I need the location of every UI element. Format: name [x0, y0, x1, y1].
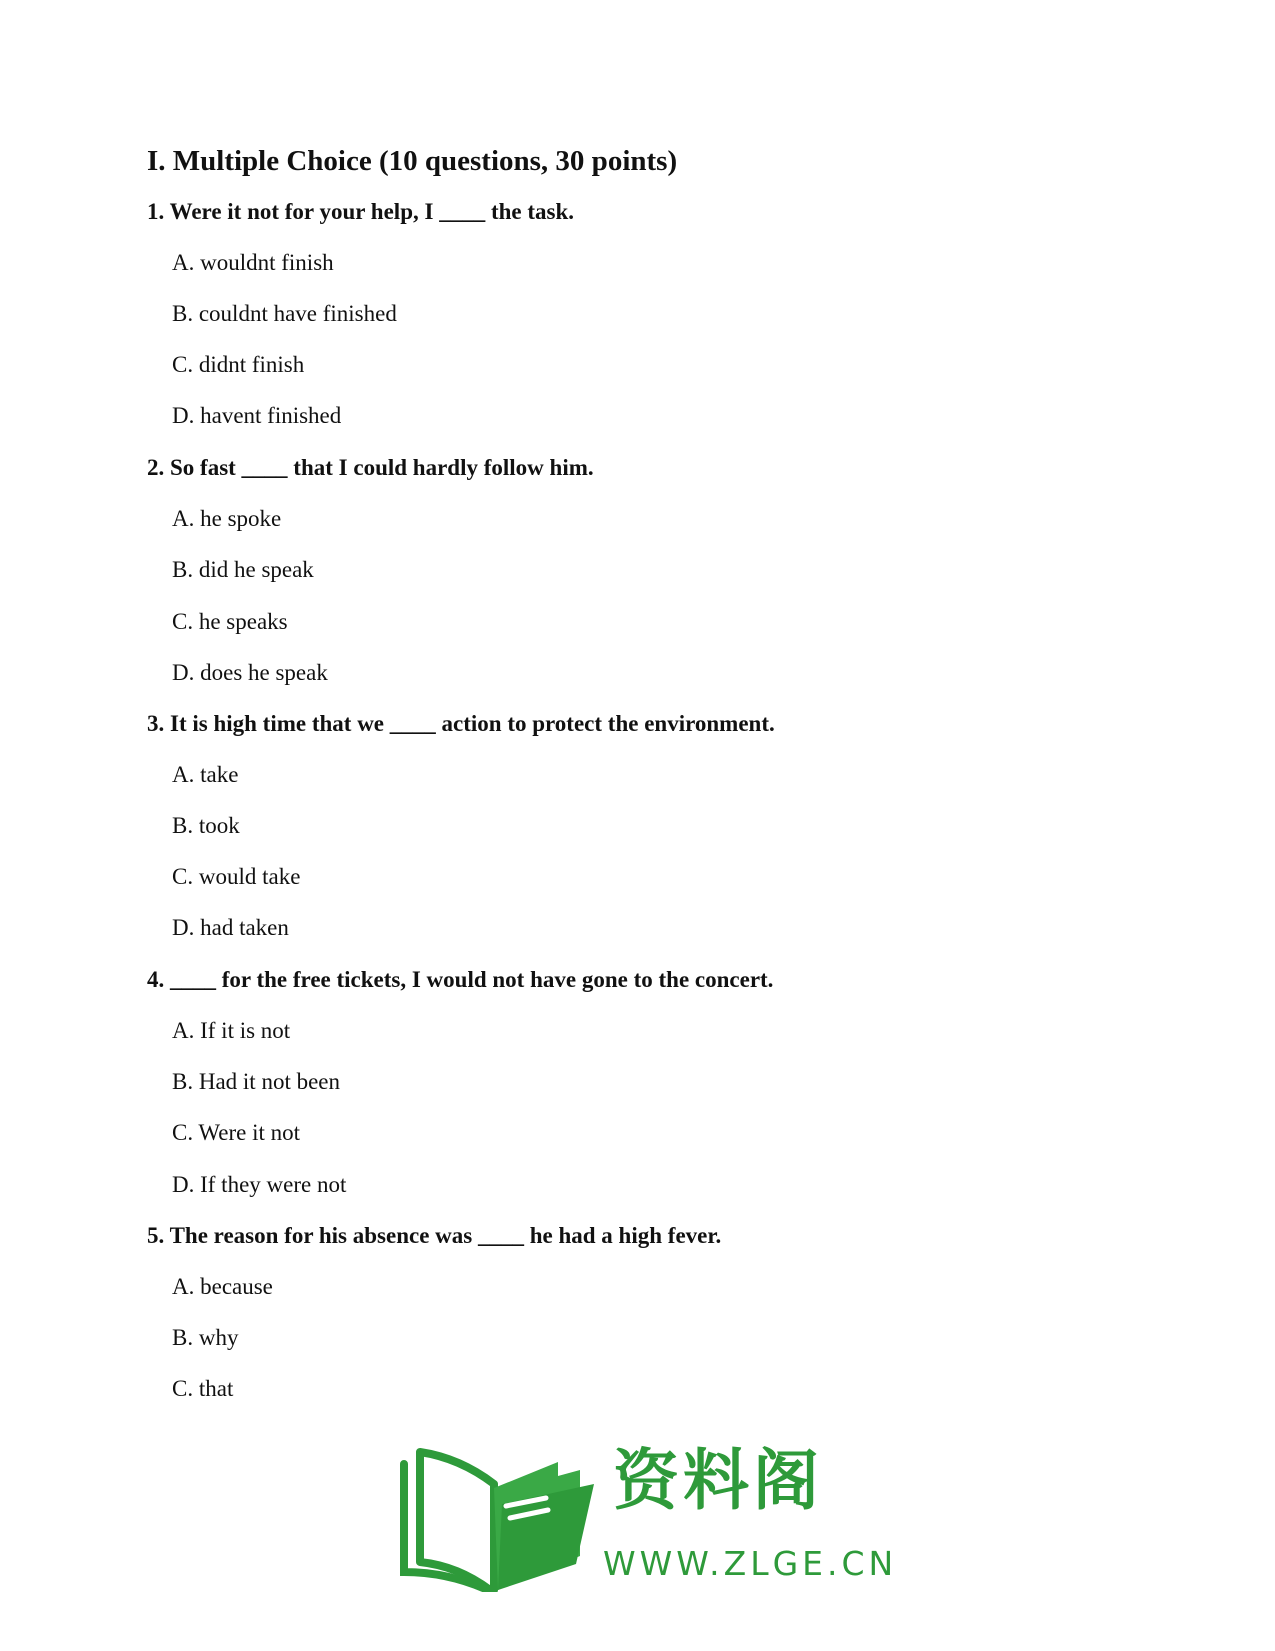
question-5-option-b: B. why [172, 1325, 239, 1350]
question-3-option-b: B. took [172, 813, 240, 838]
question-1: 1. Were it not for your help, I ____ the task. [147, 199, 575, 224]
question-2: 2. So fast ____ that I could hardly follow him. [147, 455, 594, 480]
question-1-option-b: B. couldnt have finished [172, 301, 397, 326]
question-4-option-a: A. If it is not [172, 1018, 291, 1043]
question-4: 4. ____ for the free tickets, I would not have gone to the concert. [147, 967, 774, 992]
question-3: 3. It is high time that we ____ action to protect the environment. [147, 711, 775, 736]
question-2-option-b: B. did he speak [172, 557, 314, 582]
question-3-option-c: C. would take [172, 864, 301, 889]
question-2-option-c: C. he speaks [172, 609, 288, 634]
question-5: 5. The reason for his absence was ____ he had a high fever. [147, 1223, 722, 1248]
question-1-option-a: A. wouldnt finish [172, 250, 334, 275]
book-icon [398, 1444, 598, 1592]
question-2-option-d: D. does he speak [172, 660, 328, 685]
question-1-option-d: D. havent finished [172, 403, 342, 428]
question-4-option-d: D. If they were not [172, 1172, 347, 1197]
watermark-logo [398, 1442, 898, 1594]
question-4-option-c: C. Were it not [172, 1120, 301, 1145]
question-3-option-a: A. take [172, 762, 239, 787]
question-4-option-b: B. Had it not been [172, 1069, 340, 1094]
question-5-option-a: A. because [172, 1274, 273, 1299]
watermark-name: 资料阁 [613, 1442, 823, 1519]
question-2-option-a: A. he spoke [172, 506, 282, 531]
question-5-option-c: C. that [172, 1376, 234, 1401]
question-1-option-c: C. didnt finish [172, 352, 305, 377]
section-title: I. Multiple Choice (10 questions, 30 points) [147, 145, 678, 177]
watermark-site: WWW.ZLGE.CN [603, 1544, 898, 1583]
question-3-option-d: D. had taken [172, 915, 289, 940]
